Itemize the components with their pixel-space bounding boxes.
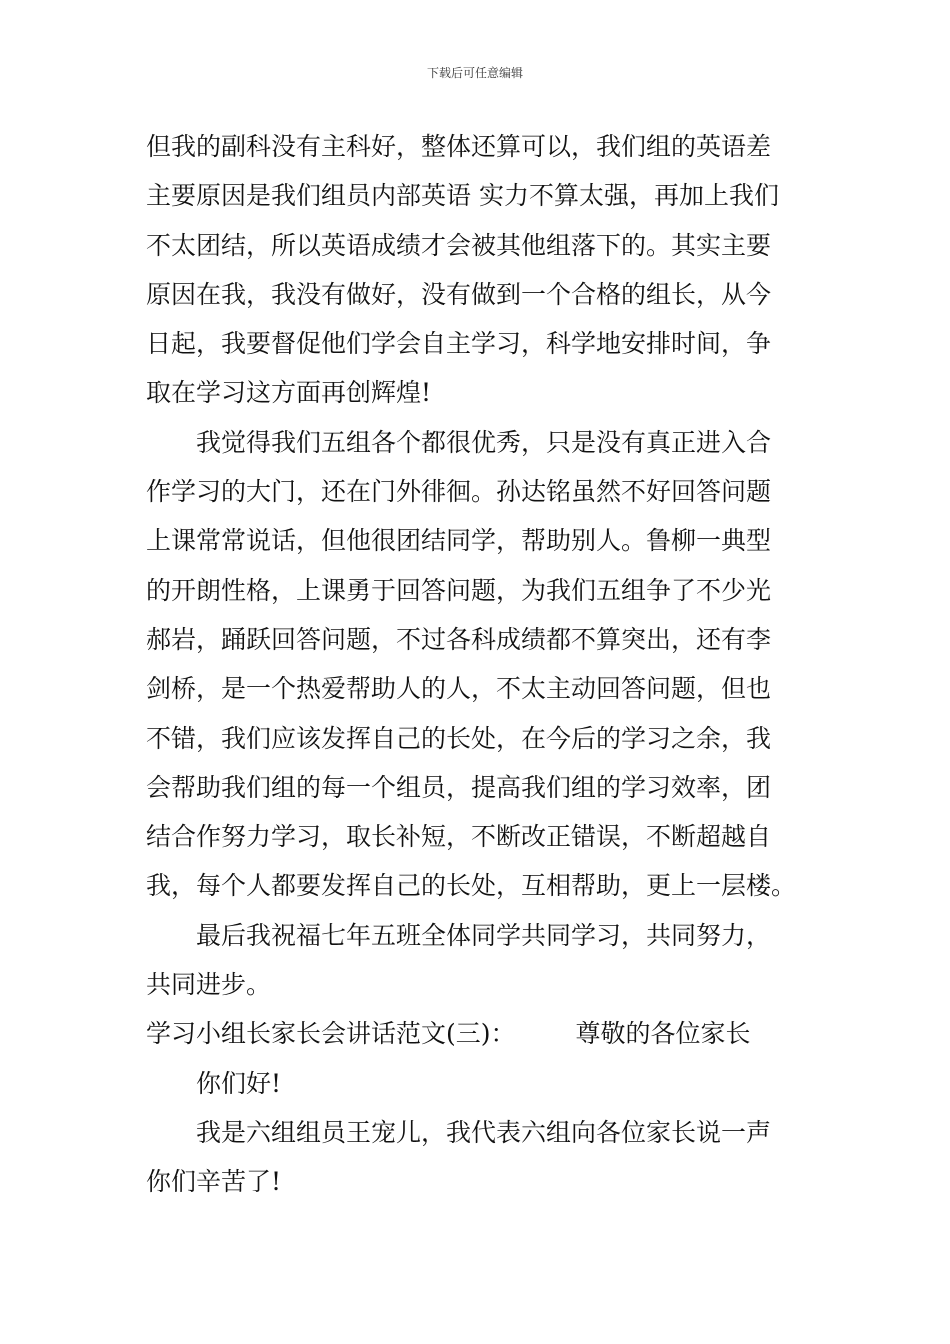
- text-line: 取在学习这方面再创辉煌!: [146, 378, 432, 408]
- text-line: 你们辛苦了!: [146, 1167, 282, 1197]
- text-line: 我，每个人都要发挥自己的长处，互相帮助，更上一层楼。: [146, 871, 797, 901]
- text-line: 日起，我要督促他们学会自主学习，科学地安排时间，争: [146, 329, 772, 359]
- text-line: 的开朗性格，上课勇于回答问题，为我们五组争了不少光: [146, 575, 772, 605]
- section-heading-line: [146, 1009, 808, 1058]
- paragraph-start-line: 我是六组组员王宠儿，我代表六组向各位家长说一声: [196, 1117, 772, 1147]
- text-line: 上课常常说话，但他很团结同学，帮助别人。鲁柳一典型: [146, 526, 772, 556]
- text-line: 原因在我，我没有做好，没有做到一个合格的组长，从今: [146, 279, 772, 309]
- paragraph-start-line: 最后我祝福七年五班全体同学共同学习，共同努力，: [196, 920, 772, 950]
- paragraph-start-line: 我觉得我们五组各个都很优秀，只是没有真正进入合: [196, 427, 772, 457]
- text-line: 结合作努力学习，取长补短，不断改正错误，不断超越自: [146, 822, 772, 852]
- text-line: 不错，我们应该发挥自己的长处，在今后的学习之余，我: [146, 723, 772, 753]
- text-line: 共同进步。: [146, 970, 272, 1000]
- text-line: 主要原因是我们组员内部英语 实力不算太强，再加上我们: [146, 181, 779, 211]
- salutation: 尊敬的各位家长: [575, 1019, 751, 1049]
- page-header: 下载后可任意编辑: [426, 66, 523, 80]
- text-line: 郝岩，踊跃回答问题，不过各科成绩都不算突出，还有李: [146, 624, 772, 654]
- document-body: [146, 122, 808, 1207]
- text-line: 剑桥，是一个热爱帮助人的人，不太主动回答问题，但也: [146, 674, 772, 704]
- text-line: 不太团结，所以英语成绩才会被其他组落下的。其实主要: [146, 230, 772, 260]
- text-line: 会帮助我们组的每一个组员，提高我们组的学习效率，团: [146, 772, 772, 802]
- text-line: 但我的副科没有主科好，整体还算可以，我们组的英语差: [146, 132, 772, 161]
- section-heading: 学习小组长家长会讲话范文(三)：: [146, 1019, 516, 1049]
- text-line: 作学习的大门，还在门外徘徊。孙达铭虽然不好回答问题: [146, 477, 772, 507]
- greeting-line: 你们好!: [196, 1068, 282, 1098]
